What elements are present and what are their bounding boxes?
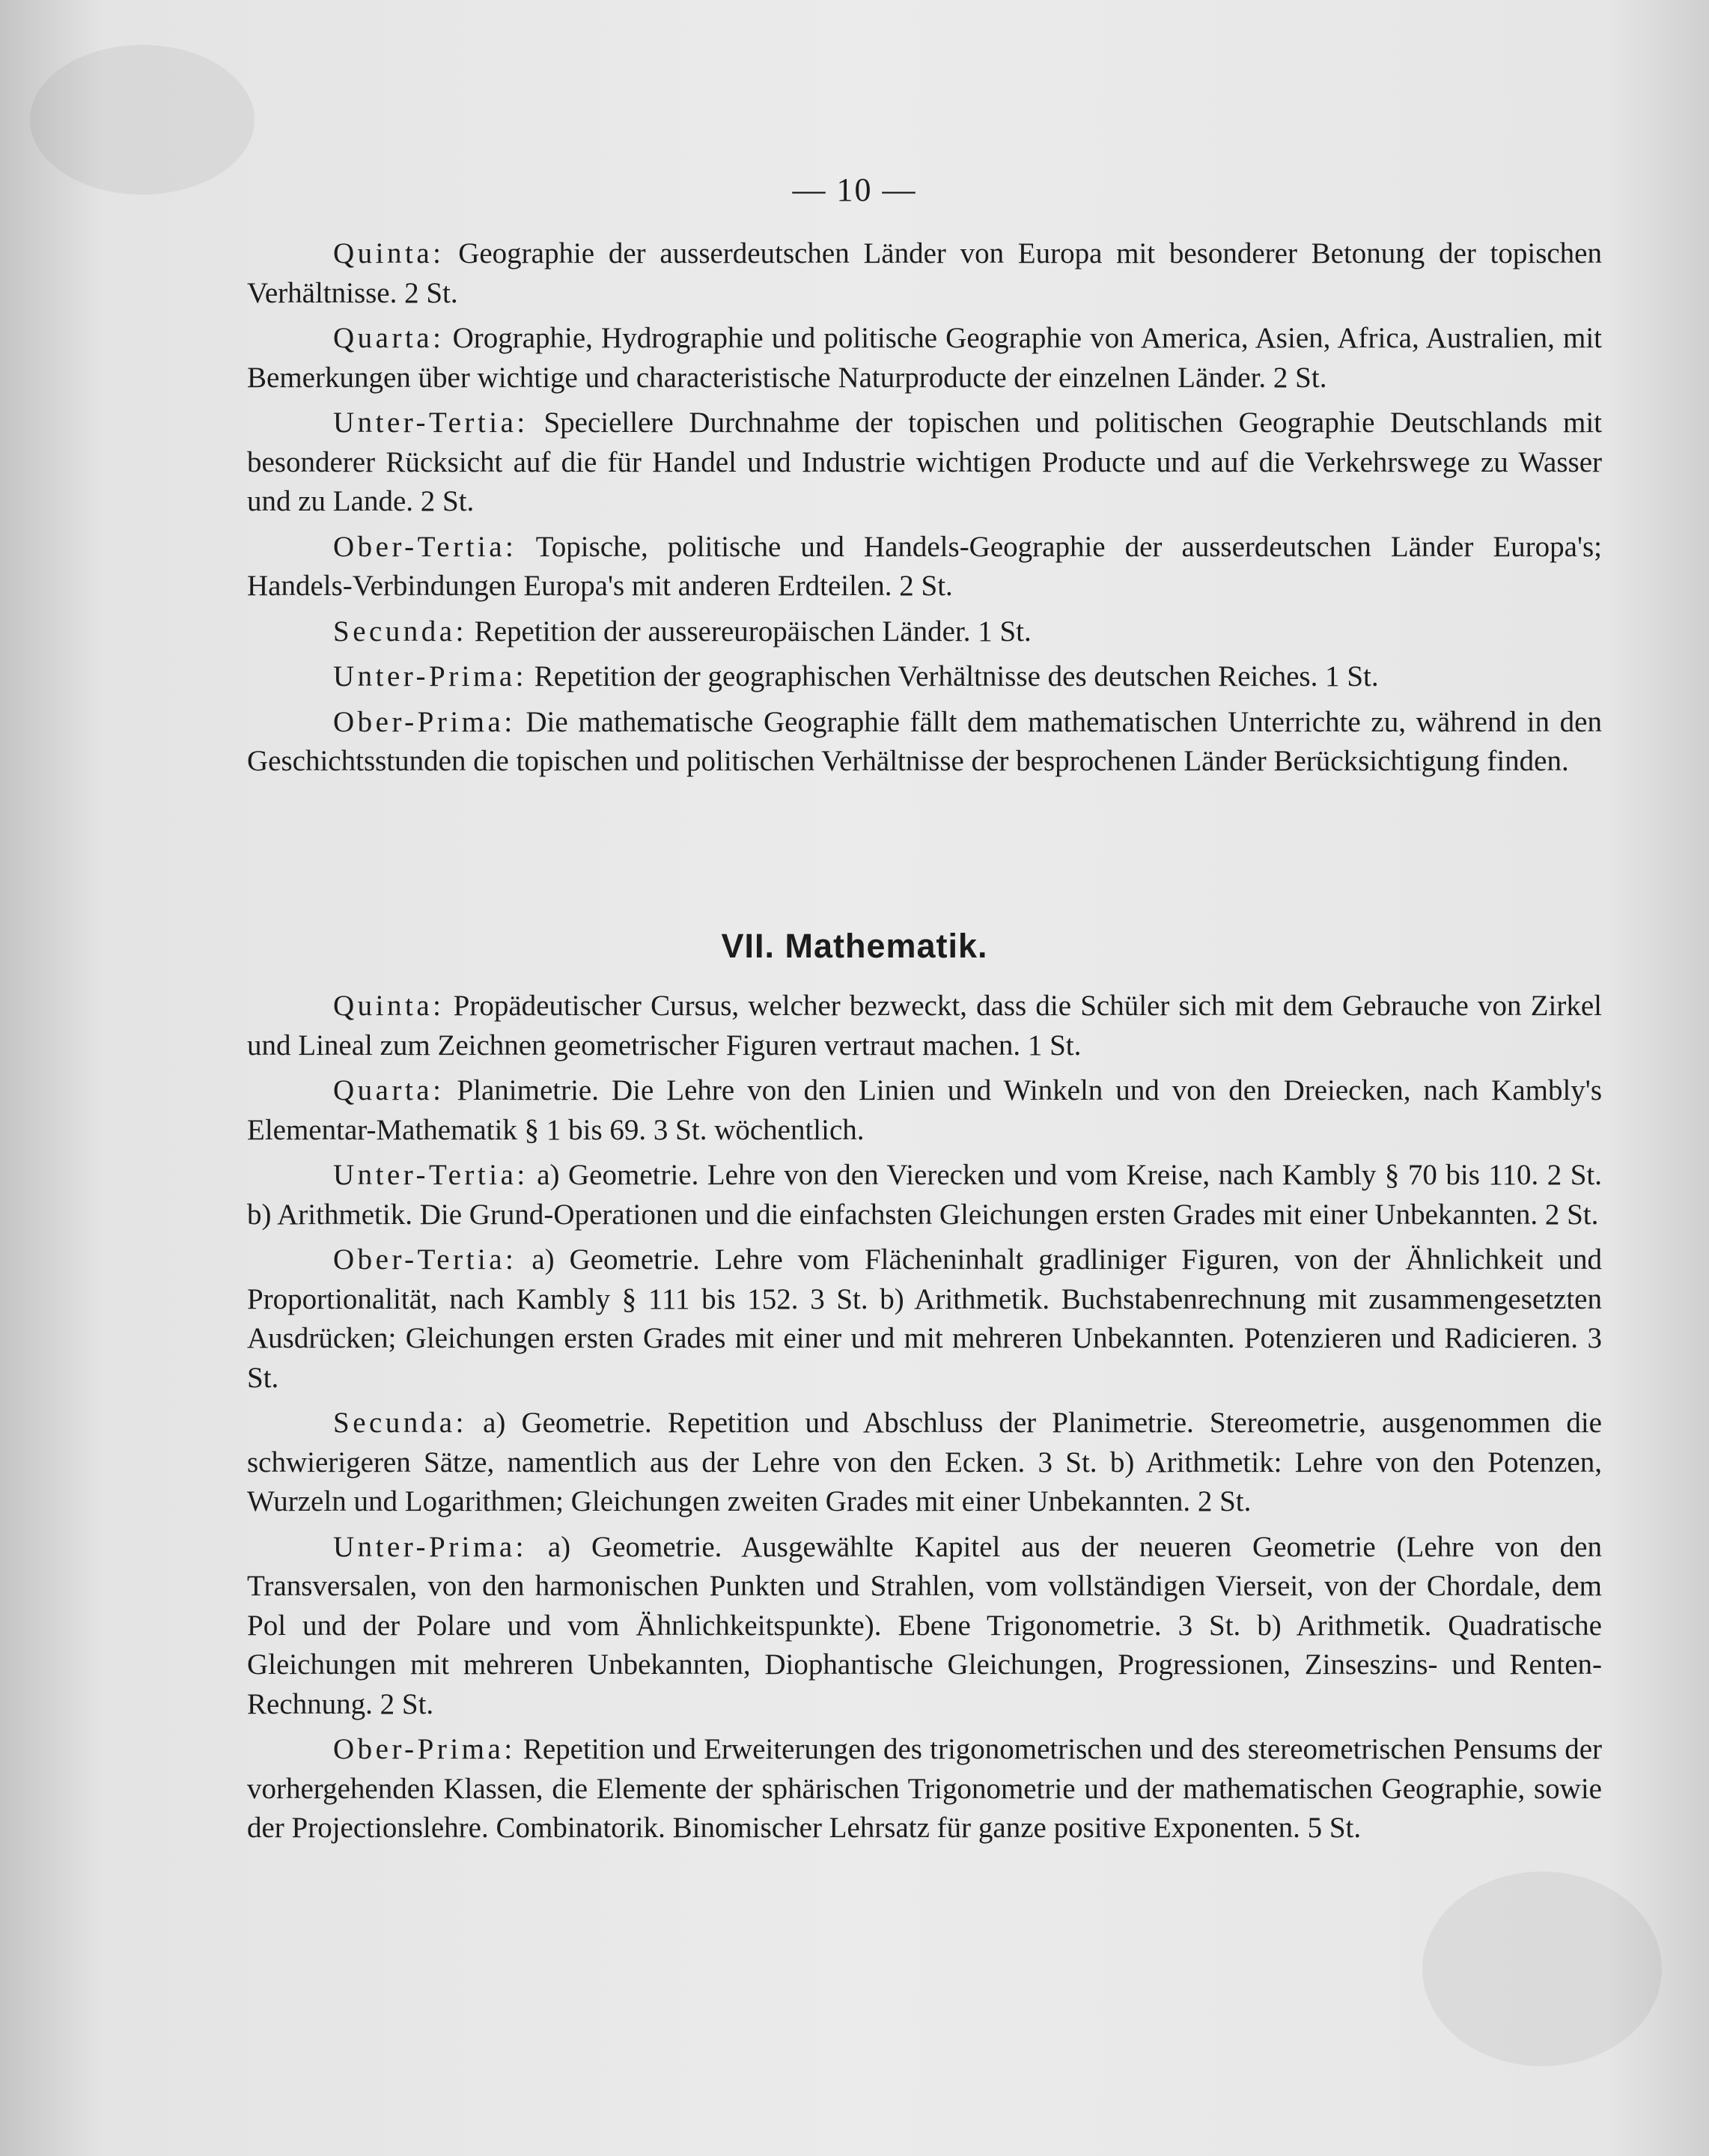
- class-label: Ober-Tertia:: [333, 1243, 517, 1276]
- mathematics-section: [247, 987, 1602, 1848]
- paragraph-quarta: [247, 1071, 1602, 1150]
- paragraph-text: Speciellere Durchnahme der topischen und politischen Geographie Deutschlands mit besonderer Rücksicht auf die für Handel und Industrie wichtigen Producte und auf die Verkehrswege zu Wasser und zu Lande. 2 St.: [247, 406, 1602, 517]
- paragraph-secunda: [247, 1404, 1602, 1522]
- paragraph-text: Propädeutischer Cursus, welcher bezweckt, dass die Schüler sich mit dem Gebrauche von Zirkel und Lineal zum Zeichnen geometrischer Figuren vertraut machen. 1 St.: [247, 990, 1602, 1062]
- paragraph-ober-prima: [247, 1730, 1602, 1848]
- paragraph-unter-prima: [247, 657, 1602, 697]
- paragraph-secunda: [247, 612, 1602, 652]
- paragraph-text: Planimetrie. Die Lehre von den Linien und Winkeln und von den Dreiecken, nach Kambly's Elementar-Mathematik § 1 bis 69. 3 St. wöchentlich.: [247, 1074, 1602, 1146]
- paragraph-quarta: [247, 319, 1602, 398]
- paragraph-ober-tertia: [247, 528, 1602, 606]
- paragraph-unter-prima: [247, 1528, 1602, 1725]
- class-label: Secunda:: [333, 615, 467, 648]
- paragraph-ober-prima: [247, 703, 1602, 782]
- paragraph-text: Die mathematische Geographie fällt dem mathematischen Unterrichte zu, während in den Geschichtsstunden die topischen und politischen Verhältnisse der besprochenen Länder Berücksichtigung finden.: [247, 705, 1602, 777]
- paragraph-text: Geographie der ausserdeutschen Länder von Europa mit besonderer Betonung der topischen Verhältnisse. 2 St.: [247, 237, 1602, 309]
- paragraph-unter-tertia: [247, 1156, 1602, 1234]
- paragraph-text: a) Geometrie. Lehre vom Flächeninhalt gradliniger Figuren, von der Ähnlichkeit und Proportionalität, nach Kambly § 111 bis 152. 3 St. b) Arithmetik. Buchstabenrechnung mit zusammengesetzten Ausdrücken; Gleichungen ersten Grades mit einer und mit mehreren Unbekannten. Potenzieren und Radicieren. 3 St.: [247, 1243, 1602, 1394]
- class-label: Unter-Tertia:: [333, 1159, 528, 1191]
- paragraph-quinta: [247, 987, 1602, 1065]
- paragraph-text: Repetition der geographischen Verhältnisse des deutschen Reiches. 1 St.: [527, 660, 1379, 692]
- section-heading: VII. Mathematik.: [721, 927, 988, 965]
- class-label: Ober-Tertia:: [333, 530, 517, 563]
- class-label: Ober-Prima:: [333, 1733, 516, 1765]
- page-number: — 10 —: [792, 171, 917, 208]
- paragraph-text: a) Geometrie. Repetition und Abschluss der Planimetrie. Stereometrie, ausgenommen die schwierigeren Sätze, namentlich aus der Lehre von den Ecken. 3 St. b) Arithmetik: Lehre von den Potenzen, Wurzeln und Logarithmen; Gleichungen zweiten Grades mit einer Unbekannten. 2 St.: [247, 1407, 1602, 1517]
- paragraph-text: Topische, politische und Handels-Geographie der ausserdeutschen Länder Europa's; Handels-Verbindungen Europa's mit anderen Erdteilen. 2 St.: [247, 530, 1602, 602]
- paragraph-text: a) Geometrie. Lehre von den Vierecken und vom Kreise, nach Kambly § 70 bis 110. 2 St. b) Arithmetik. Die Grund-Operationen und die einfachsten Gleichungen ersten Grades mit einer Unbekannten. 2 St.: [247, 1159, 1602, 1231]
- paragraph-text: a) Geometrie. Ausgewählte Kapitel aus der neueren Geometrie (Lehre von den Transversalen, von den harmonischen Punkten und Strahlen, vom vollständigen Vierseit, von der Chordale, dem Pol und der Polare und vom Ähnlichkeitspunkte). Ebene Trigonometrie. 3 St. b) Arithmetik. Quadratische Gleichungen mit mehreren Unbekannten, Diophantische Gleichungen, Progressionen, Zinseszins- und Renten-Rechnung. 2 St.: [247, 1530, 1602, 1720]
- scan-shadow: [1422, 1872, 1662, 2066]
- paragraph-unter-tertia: [247, 404, 1602, 522]
- class-label: Quinta:: [333, 237, 445, 270]
- class-label: Unter-Prima:: [333, 660, 527, 692]
- geography-section: [247, 234, 1602, 782]
- paragraph-text: Repetition und Erweiterungen des trigonometrischen und des stereometrischen Pensums der vorhergehenden Klassen, die Elemente der sphärischen Trigonometrie und der mathematischen Geographie, sowie der Projectionslehre. Combinatorik. Binomischer Lehrsatz für ganze positive Exponenten. 5 St.: [247, 1733, 1602, 1844]
- paragraph-quinta: [247, 234, 1602, 313]
- class-label: Quarta:: [333, 1074, 445, 1106]
- class-label: Secunda:: [333, 1407, 467, 1439]
- class-label: Unter-Prima:: [333, 1530, 527, 1563]
- paragraph-text: Orographie, Hydrographie und politische Geographie von America, Asien, Africa, Australien, mit Bemerkungen über wichtige und characteristische Naturproducte der einzelnen Länder. 2 St.: [247, 322, 1602, 394]
- class-label: Ober-Prima:: [333, 705, 516, 738]
- class-label: Unter-Tertia:: [333, 406, 528, 439]
- paragraph-text: Repetition der aussereuropäischen Länder. 1 St.: [466, 615, 1032, 648]
- paragraph-ober-tertia: [247, 1240, 1602, 1398]
- class-label: Quinta:: [333, 990, 445, 1022]
- class-label: Quarta:: [333, 322, 445, 354]
